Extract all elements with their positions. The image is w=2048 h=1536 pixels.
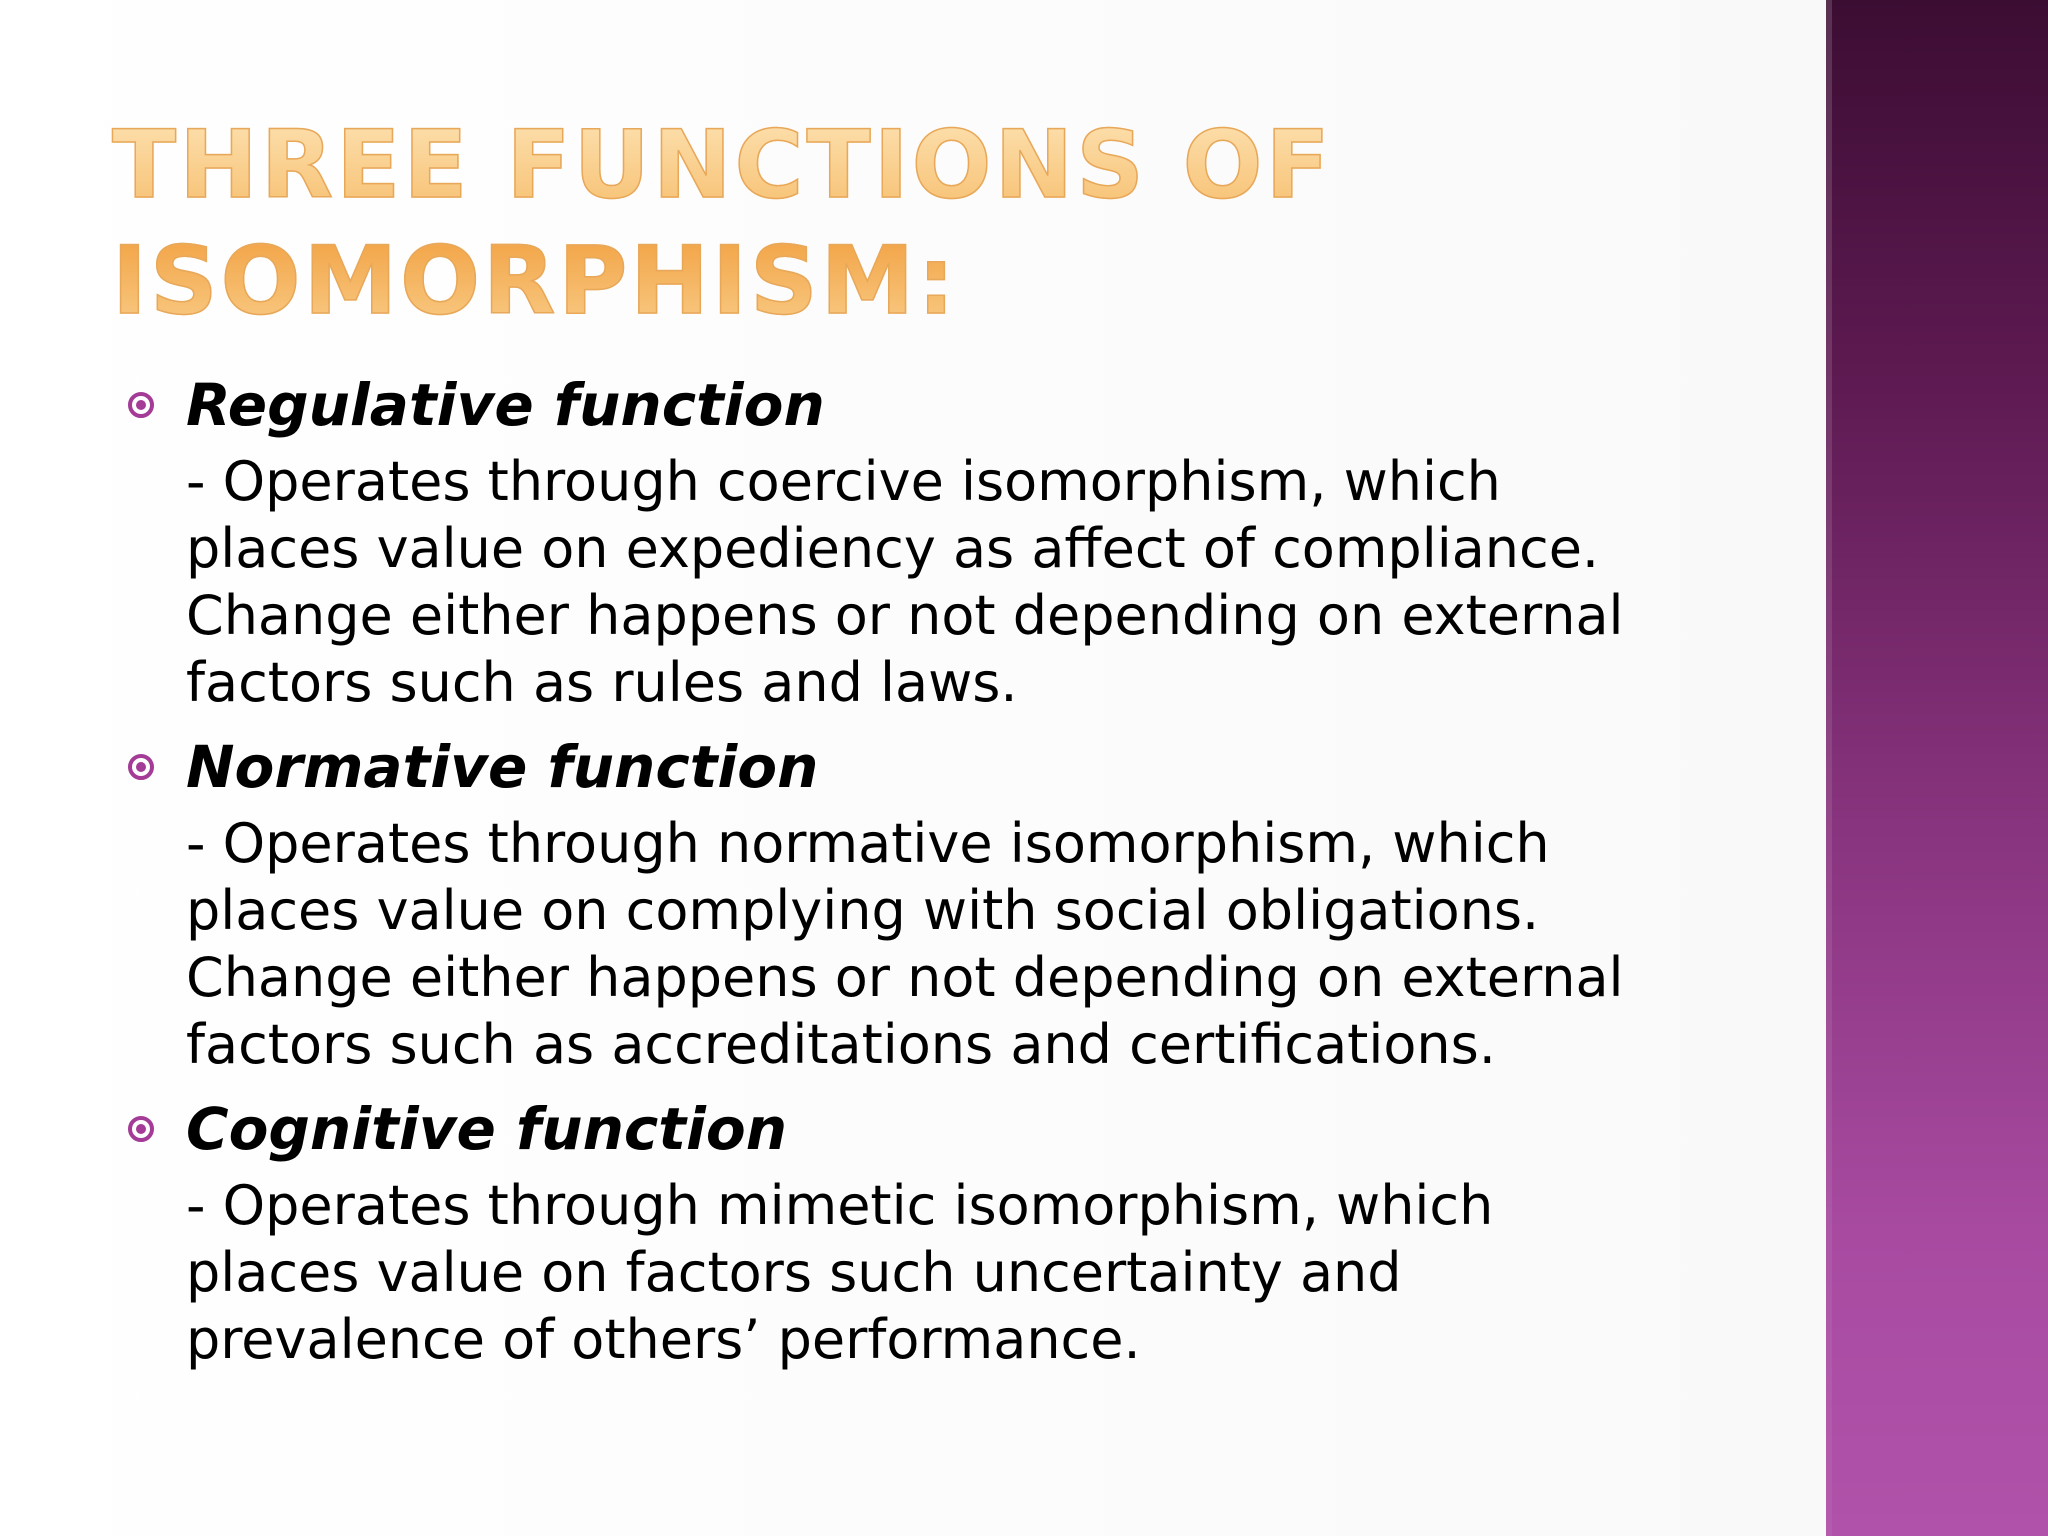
item-description: - Operates through normative isomorphism, which places value on complying with social obligations. Change either happens or not depending on external factors such as accreditations and certifications. (186, 812, 1624, 1076)
circle-bullet-icon (128, 754, 154, 780)
list-item-cognitive (124, 1086, 1684, 1373)
list-item-regulative (124, 362, 1684, 716)
bullet-list (124, 362, 1684, 1381)
item-heading: Cognitive function (186, 1095, 787, 1163)
list-item-normative (124, 724, 1684, 1078)
item-description: - Operates through mimetic isomorphism, which places value on factors such uncertainty and prevalence of others’ performance. (186, 1174, 1494, 1371)
item-heading: Regulative function (186, 371, 825, 439)
circle-bullet-icon (128, 392, 154, 418)
title-line-2: ISOMORPHISM: (112, 227, 958, 336)
decorative-side-band (1826, 0, 2048, 1536)
item-description: - Operates through coercive isomorphism, which places value on expediency as affect of compliance. Change either happens or not depending on external factors such as rules and laws. (186, 450, 1624, 714)
slide-title (112, 108, 1412, 340)
item-heading: Normative function (186, 733, 819, 801)
circle-bullet-icon (128, 1116, 154, 1142)
title-line-1: THREE FUNCTIONS OF (112, 111, 1333, 220)
